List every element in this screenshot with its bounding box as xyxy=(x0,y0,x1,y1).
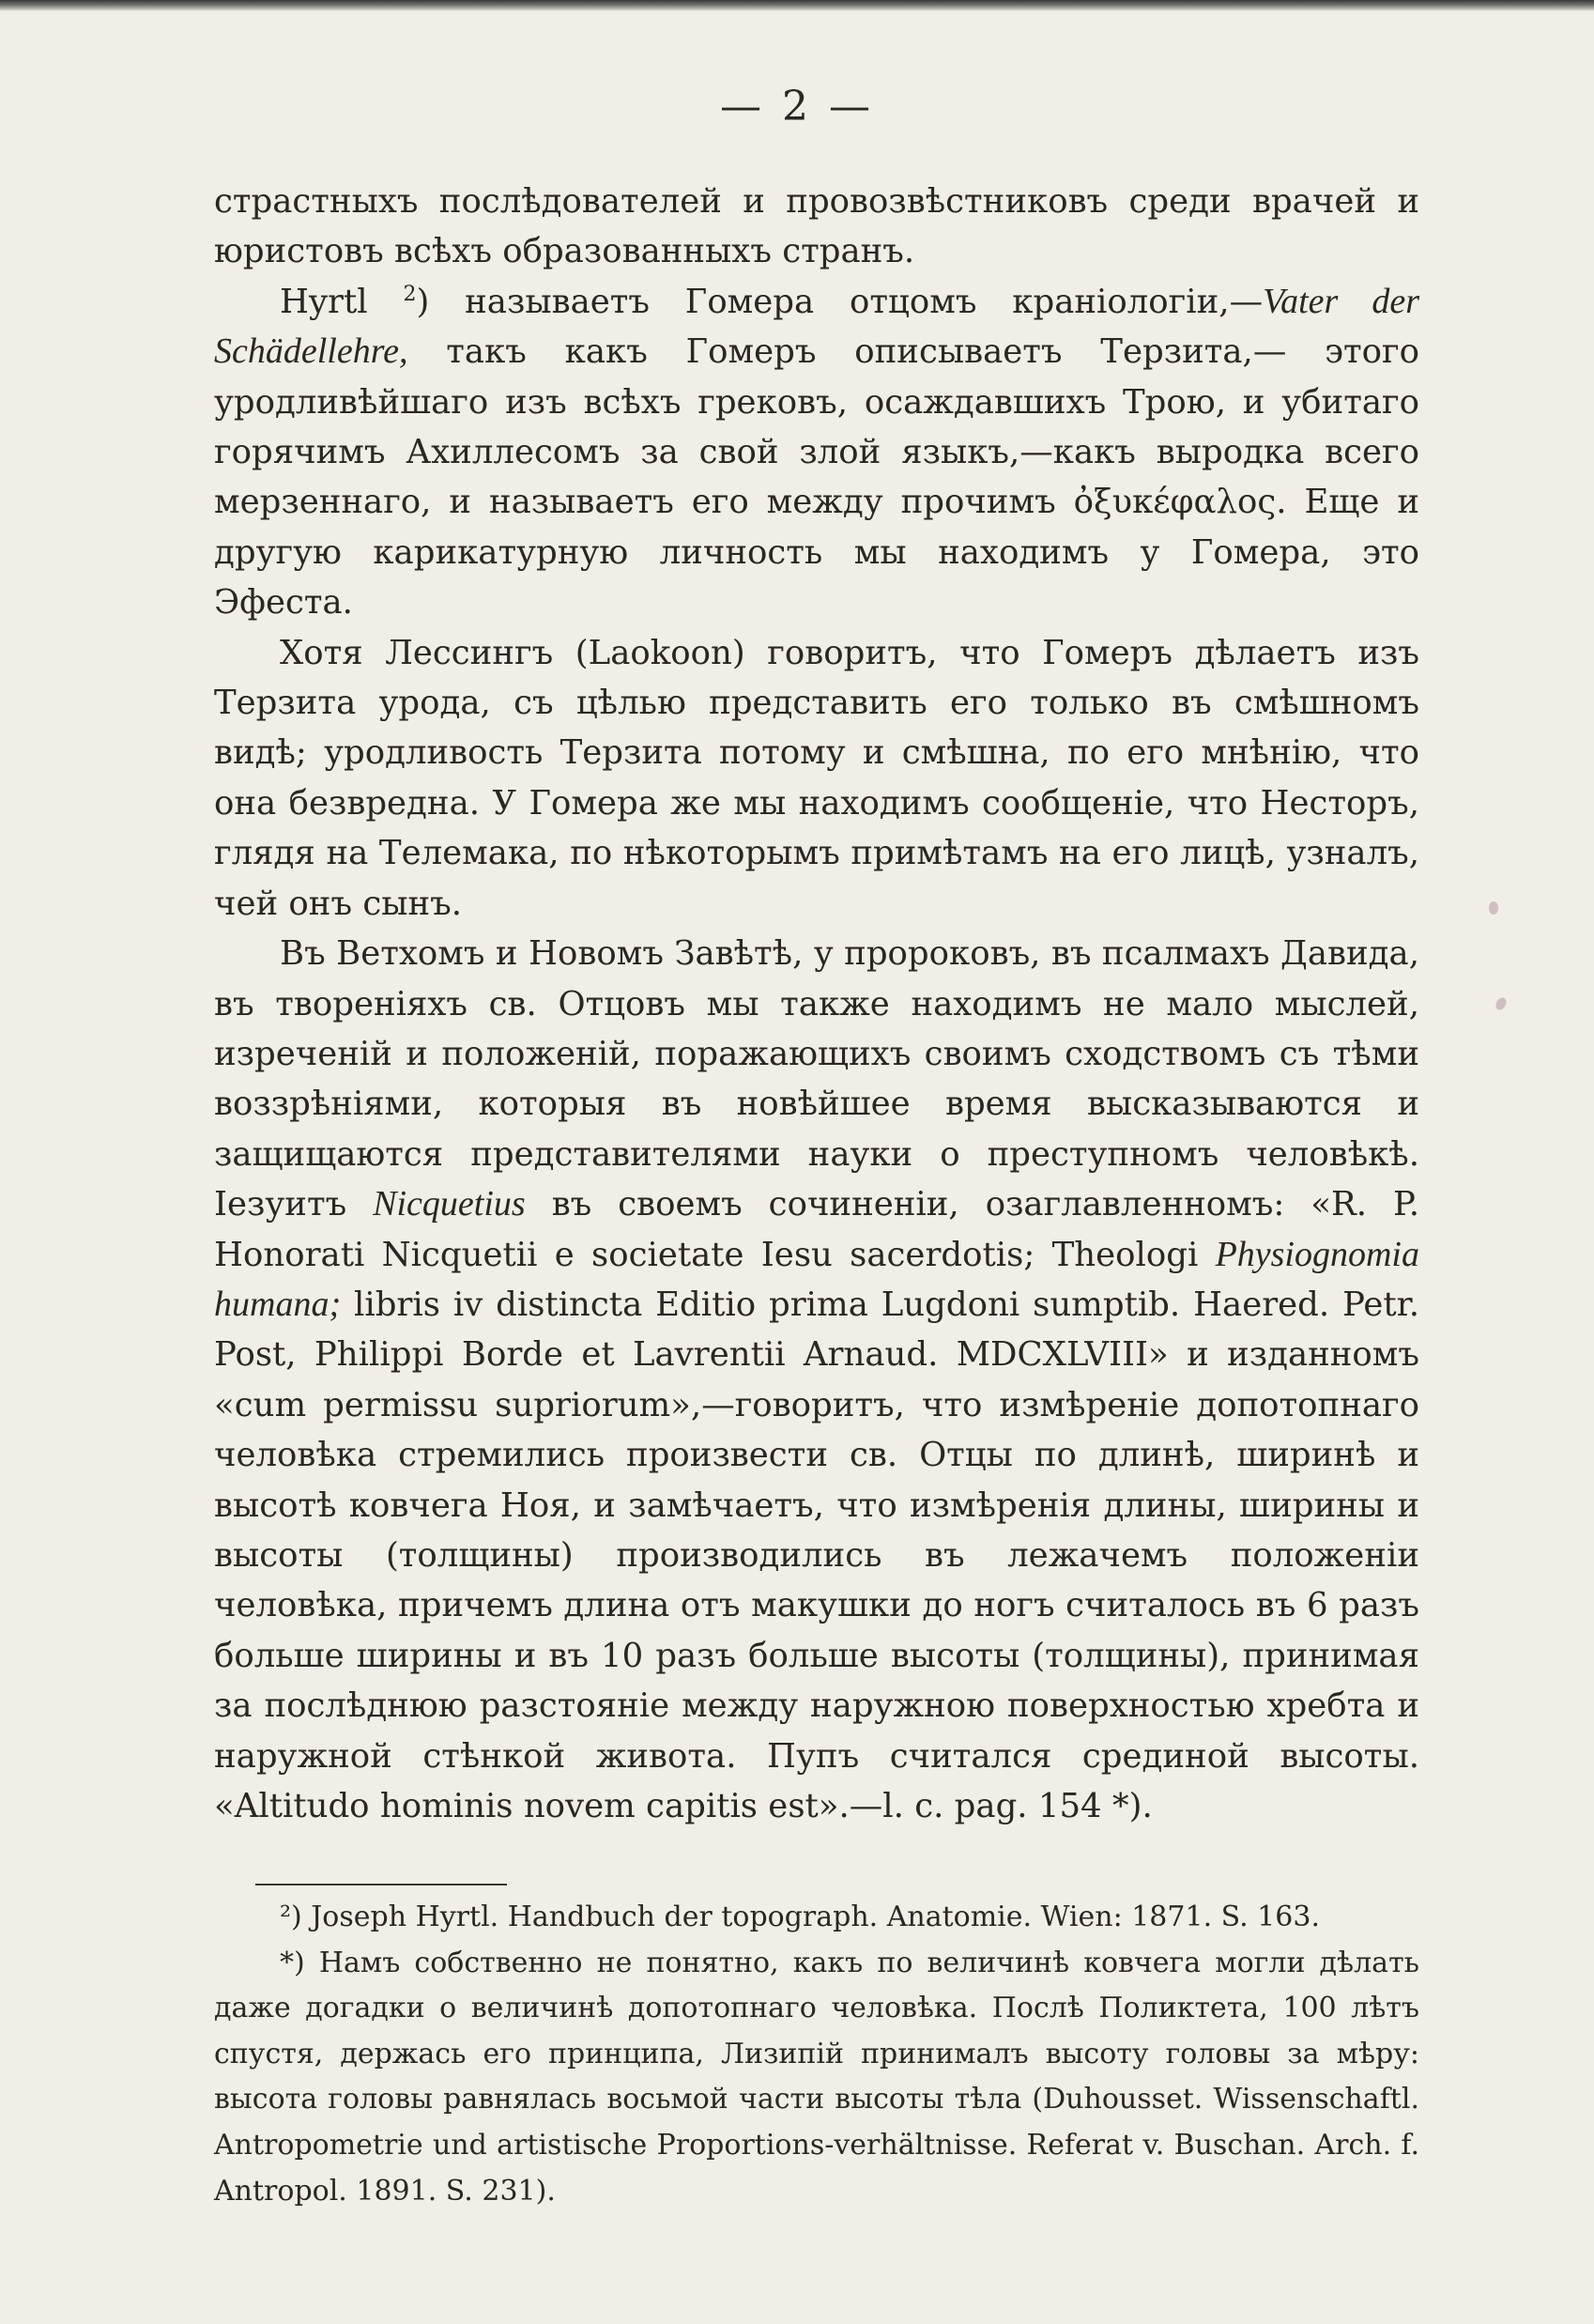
paragraph-2-text-a: ) называетъ Гомера отцомъ краніологіи,— xyxy=(416,282,1264,321)
page-number: — 2 — xyxy=(720,83,874,131)
footnote-divider xyxy=(255,1884,507,1885)
paragraph-2 xyxy=(214,277,1419,628)
footnote-asterisk: *) Намъ собственно не понятно, какъ по величинѣ ковчега могли дѣлать даже догадки о величинѣ допотопнаго человѣка. Послѣ Поликтета, 100 лѣтъ спустя, держась его принципа, Лизипій принималъ высоту головы за мѣру: высота головы равнялась восьмой части высоты тѣла (Duhousset. Wissenschaftl. Antropometrie und artistische Proportions-verhältnisse. Referat v. Buschan. Arch. f. Antropol. 1891. S. 231). xyxy=(214,1946,1419,2208)
main-text xyxy=(214,177,1419,1831)
paragraph-3: Хотя Лессингъ (Laokoon) говоритъ, что Гомеръ дѣлаетъ изъ Терзита урода, съ цѣлью представить его только въ смѣшномъ видѣ; уродливость Терзита потому и смѣшна, по его мнѣнію, что она безвредна. У Гомера же мы находимъ сообщеніе, что Несторъ, глядя на Телемака, по нѣкоторымъ примѣтамъ на его лицѣ, узналъ, чей онъ сынъ. xyxy=(214,633,1419,923)
footnote-ref-2: 2 xyxy=(403,282,417,306)
paragraph-2-text-b: такъ какъ Гомеръ описываетъ Терзита,— этого уродливѣйшаго изъ всѣхъ грековъ, осаждавшихъ Трою, и убитаго горячимъ Ахиллесомъ за свой злой языкъ,—какъ выродка всего мерзеннаго, и называетъ его между прочимъ ὀξυκέφαλος. Еще и другую карикатурную личность мы находимъ у Гомера, это Эфеста. xyxy=(214,332,1419,623)
paragraph-4 xyxy=(214,929,1419,1831)
footnotes xyxy=(214,1895,1419,2214)
paragraph-4-text-a: Въ Ветхомъ и Новомъ Завѣтѣ, у пророковъ, въ псалмахъ Давида, въ твореніяхъ св. Отцовъ мы также находимъ не мало мыслей, изреченій и положеній, поражающихъ своимъ сходствомъ съ тѣми воззрѣніями, которыя въ новѣйшее время высказываются и защищаются представителями науки о преступномъ человѣкѣ. Iезуитъ xyxy=(214,934,1419,1224)
vater-der-schaedellehre: Vater der Schädellehre, xyxy=(214,281,1419,372)
ink-smudge xyxy=(1494,995,1509,1011)
paragraph-4-text-b: въ своемъ сочиненіи, озаглавленномъ: «R. P. Honorati Nicquetii e societate Iesu sacerdotis; Theologi xyxy=(214,1185,1419,1274)
paragraph-1: страстныхъ послѣдователей и провозвѣстниковъ среди врачей и юристовъ всѣхъ образованныхъ странъ. xyxy=(214,182,1419,271)
nicquetius-name: Nicquetius xyxy=(373,1184,526,1224)
paragraph-4-text-c: libris iv distincta Editio prima Lugdoni sumptib. Haered. Petr. Post, Philippi Borde et Lavrentii Arnaud. MDCXLVIII» и изданномъ «cum permissu supriorum»,—говоритъ, что измѣреніе допотопнаго человѣка стремились произвести св. Отцы по длинѣ, ширинѣ и высотѣ ковчега Ноя, и замѣчаетъ, что измѣренія длины, ширины и высоты (толщины) производились въ лежачемъ положеніи человѣка, причемъ длина отъ макушки до ногъ считалось въ 6 разъ больше ширины и въ 10 разъ больше высоты (толщины), принимая за послѣднюю разстояніе между наружною поверхностью хребта и наружной стѣнкой живота. Пупъ считался срединой высоты. «Altitudo hominis novem capitis est».—l. c. pag. 154 *). xyxy=(214,1285,1419,1825)
ink-smudge xyxy=(1489,901,1498,915)
footnote-hyrtl: ²) Joseph Hyrtl. Handbuch der topograph. Anatomie. Wien: 1871. S. 163. xyxy=(280,1901,1320,1933)
hyrtl-name: Hyrtl xyxy=(280,282,404,321)
page-top-edge xyxy=(0,0,1594,11)
physiognomia-humana: Physiognomia humana; xyxy=(214,1234,1419,1324)
